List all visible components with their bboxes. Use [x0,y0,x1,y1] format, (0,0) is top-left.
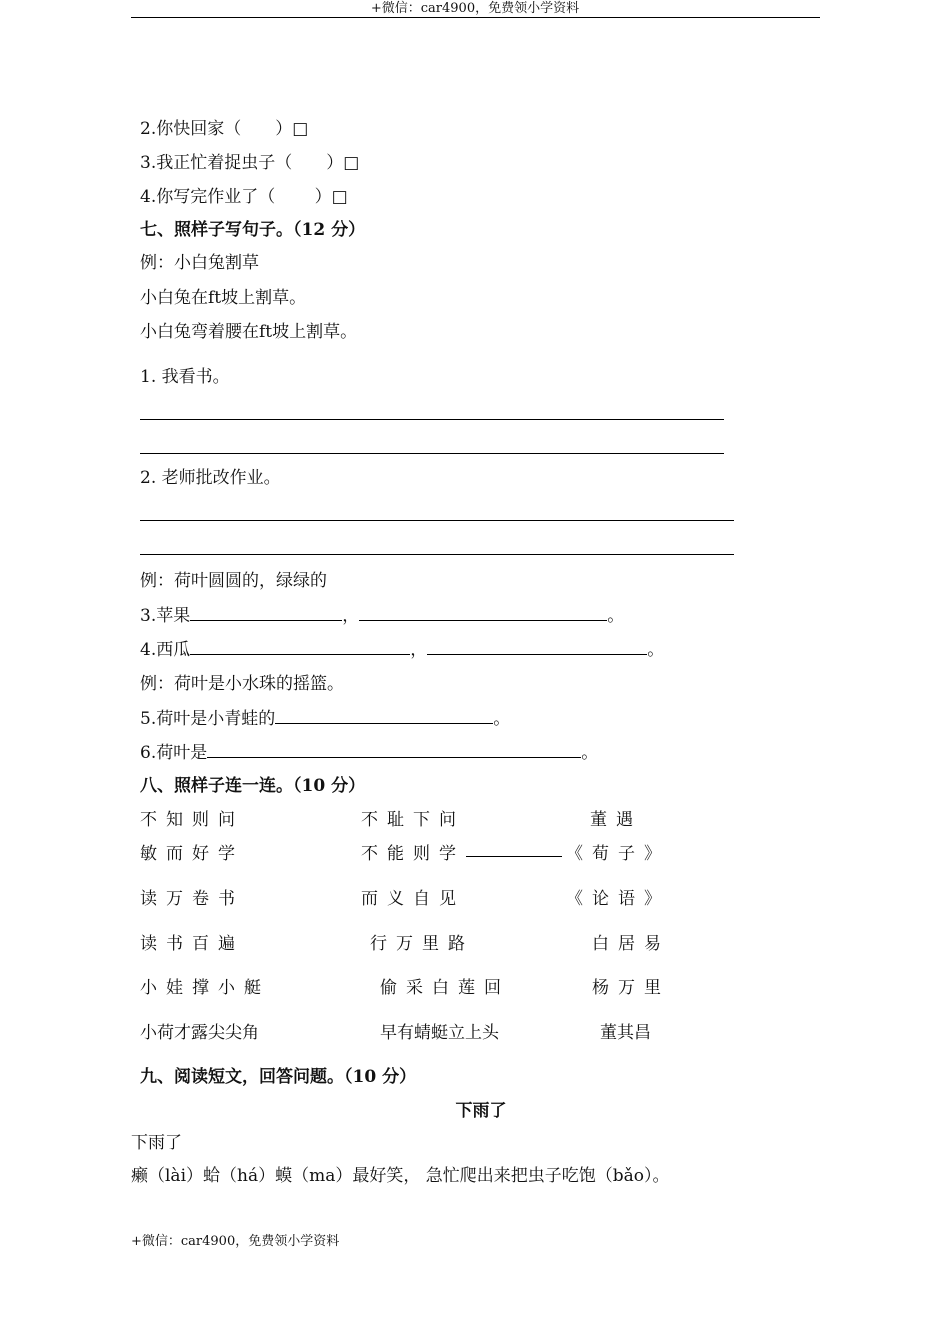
answer-blank[interactable] [427,637,647,655]
answer-line[interactable] [140,453,724,454]
s7-question-2: 2. 老师批改作业。 [140,468,281,488]
match-right-5[interactable]: 杨万里 [592,978,670,998]
s7-example-label: 例：小白兔割草 [140,253,259,273]
answer-line[interactable] [140,419,724,420]
q3-label: 3.苹果 [140,606,191,626]
period: 。 [581,743,599,763]
q6-label: 6.荷叶是 [140,743,208,763]
page-header: +微信：car4900，免费领小学资料 [370,1,580,16]
passage-title: 下雨了 [455,1101,507,1121]
answer-blank[interactable] [190,637,410,655]
match-left-3[interactable]: 读万卷书 [140,889,244,909]
answer-blank[interactable] [207,740,581,758]
match-left-2[interactable]: 敏而好学 [140,844,244,864]
example-connector-line [466,856,562,857]
page-footer: +微信：car4900，免费领小学资料 [131,1234,340,1249]
section9-title: 九、阅读短文，回答问题。（10 分） [140,1067,417,1087]
passage-line-2: 癞（lài）蛤（há）蟆（ma）最好笑， 急忙爬出来把虫子吃饱（bǎo）。 [131,1166,670,1186]
comma: ， [342,606,360,626]
match-mid-4[interactable]: 行万里路 [370,934,474,954]
match-right-6[interactable]: 董其昌 [600,1023,651,1043]
match-mid-2[interactable]: 不能则学 [361,844,465,864]
period: 。 [493,709,511,729]
header-divider [131,17,820,18]
q5-label: 5.荷叶是小青蛙的 [140,709,276,729]
match-left-1[interactable]: 不知则问 [140,810,244,830]
comma: ， [410,640,428,660]
match-left-4[interactable]: 读书百遍 [140,934,244,954]
match-mid-3[interactable]: 而义自见 [361,889,465,909]
match-right-1[interactable]: 董遇 [590,810,642,830]
s7-question-4 [140,637,664,662]
s7-question-6 [140,740,598,765]
match-right-3[interactable]: 《论语》 [566,889,670,909]
s7-example-1: 小白兔在ft坡上割草。 [140,288,307,308]
passage-line-1: 下雨了 [131,1133,182,1153]
match-left-5[interactable]: 小娃撑小艇 [140,978,270,998]
s7-question-1: 1. 我看书。 [140,367,230,387]
s6-item-2: 2.你快回家（ ）□ [140,119,309,139]
answer-blank[interactable] [275,706,493,724]
answer-blank[interactable] [359,603,607,621]
s7-example-b: 例：荷叶圆圆的，绿绿的 [140,571,327,591]
s7-question-3 [140,603,624,628]
answer-line[interactable] [140,554,734,555]
s7-example-c: 例：荷叶是小水珠的摇篮。 [140,674,344,694]
answer-blank[interactable] [190,603,342,621]
match-mid-1[interactable]: 不耻下问 [361,810,465,830]
answer-line[interactable] [140,520,734,521]
s6-item-3: 3.我正忙着捉虫子（ ）□ [140,153,360,173]
section7-title: 七、照样子写句子。（12 分） [140,220,366,240]
s7-example-2: 小白兔弯着腰在ft坡上割草。 [140,322,358,342]
match-right-2[interactable]: 《荀子》 [566,844,670,864]
match-mid-6[interactable]: 早有蜻蜓立上头 [380,1023,499,1043]
q4-label: 4.西瓜 [140,640,191,660]
match-right-4[interactable]: 白居易 [592,934,670,954]
section8-title: 八、照样子连一连。（10 分） [140,776,366,796]
s6-item-4: 4.你写完作业了（ ）□ [140,187,348,207]
match-mid-5[interactable]: 偷采白莲回 [380,978,510,998]
period: 。 [647,640,665,660]
s7-question-5 [140,706,510,731]
period: 。 [607,606,625,626]
match-left-6[interactable]: 小荷才露尖尖角 [140,1023,259,1043]
